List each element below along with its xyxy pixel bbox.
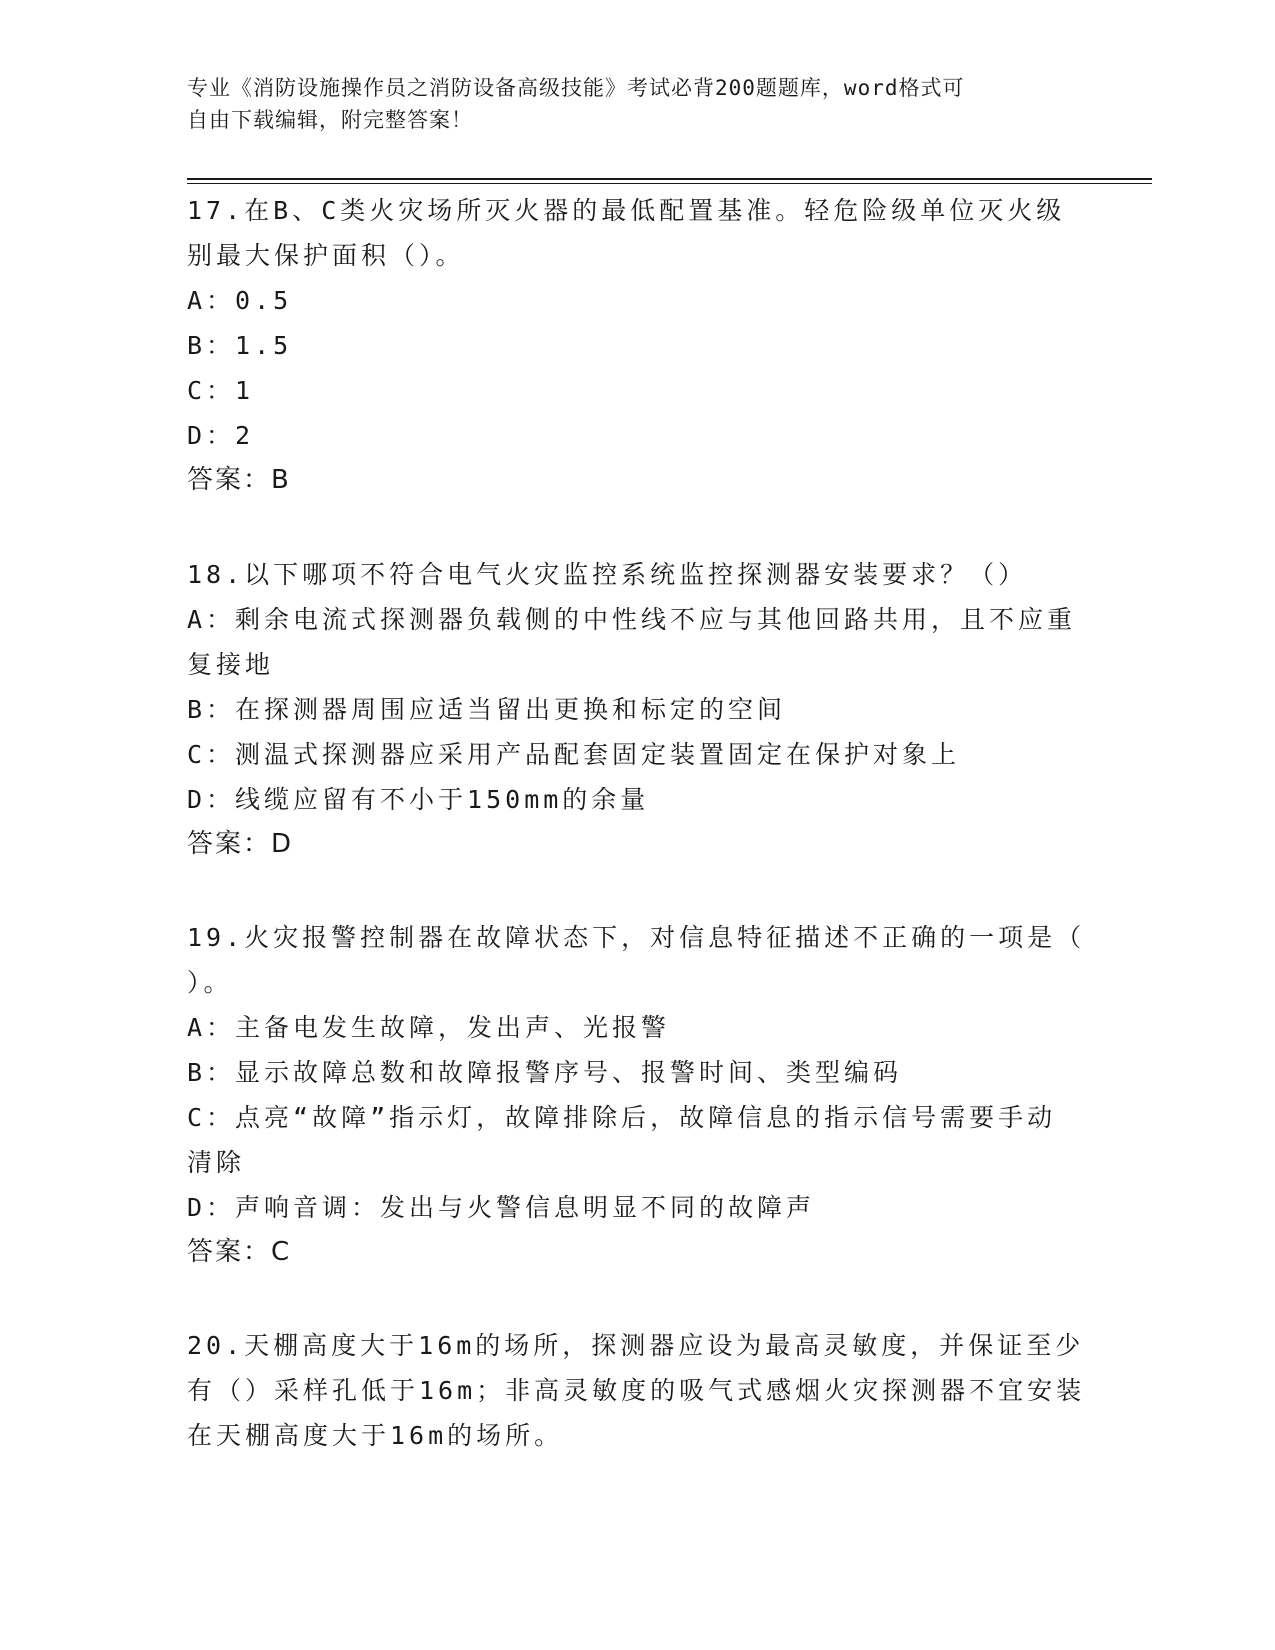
option-a: A：主备电发生故障，发出声、光报警: [187, 1013, 671, 1042]
option-b: B：1.5: [187, 331, 293, 360]
option-b: B：在探测器周围应适当留出更换和标定的空间: [187, 695, 787, 724]
header-line: 自由下载编辑，附完整答案！: [187, 108, 473, 132]
option-c: C：点亮“故障”指示灯，故障排除后，故障信息的指示信号需要手动: [187, 1103, 1057, 1132]
question-stem: 19.火灾报警控制器在故障状态下，对信息特征描述不正确的一项是（: [187, 923, 1086, 952]
answer-line: 答案：D: [187, 829, 294, 859]
header-line: 专业《消防设施操作员之消防设备高级技能》考试必背200题题库，word格式可: [187, 76, 965, 100]
answer-line: 答案：B: [187, 465, 291, 495]
question-18: [187, 552, 1087, 867]
question-stem: 别最大保护面积（）。: [187, 241, 465, 270]
answer-line: 答案：C: [187, 1237, 292, 1267]
option-a-continued: 复接地: [187, 650, 275, 679]
question-stem: 在天棚高度大于16m的场所。: [187, 1421, 564, 1450]
header-divider: [187, 178, 1152, 180]
question-stem: 20.天棚高度大于16m的场所，探测器应设为最高灵敏度，并保证至少: [187, 1331, 1085, 1360]
question-17: [187, 188, 1087, 503]
option-c: C：1: [187, 376, 255, 405]
question-20: [187, 1323, 1087, 1458]
document-header: [187, 72, 1087, 136]
question-stem: ）。: [187, 968, 233, 997]
option-a: A：0.5: [187, 286, 293, 315]
option-d: D：声响音调：发出与火警信息明显不同的故障声: [187, 1193, 816, 1222]
option-a: A：剩余电流式探测器负载侧的中性线不应与其他回路共用，且不应重: [187, 605, 1077, 634]
option-d: D：线缆应留有不小于150mm的余量: [187, 785, 650, 814]
option-b: B：显示故障总数和故障报警序号、报警时间、类型编码: [187, 1058, 903, 1087]
option-c-continued: 清除: [187, 1148, 246, 1177]
question-19: [187, 915, 1087, 1275]
question-stem: 17.在B、C类火灾场所灭火器的最低配置基准。轻危险级单位灭火级: [187, 196, 1066, 225]
option-d: D：2: [187, 421, 255, 450]
question-stem: 有（）采样孔低于16m；非高灵敏度的吸气式感烟火灾探测器不宜安装: [187, 1376, 1086, 1405]
question-stem: 18.以下哪项不符合电气火灾监控系统监控探测器安装要求？（）: [187, 560, 1028, 589]
option-c: C：测温式探测器应采用产品配套固定装置固定在保护对象上: [187, 740, 961, 769]
header-divider-thin: [187, 183, 1152, 184]
